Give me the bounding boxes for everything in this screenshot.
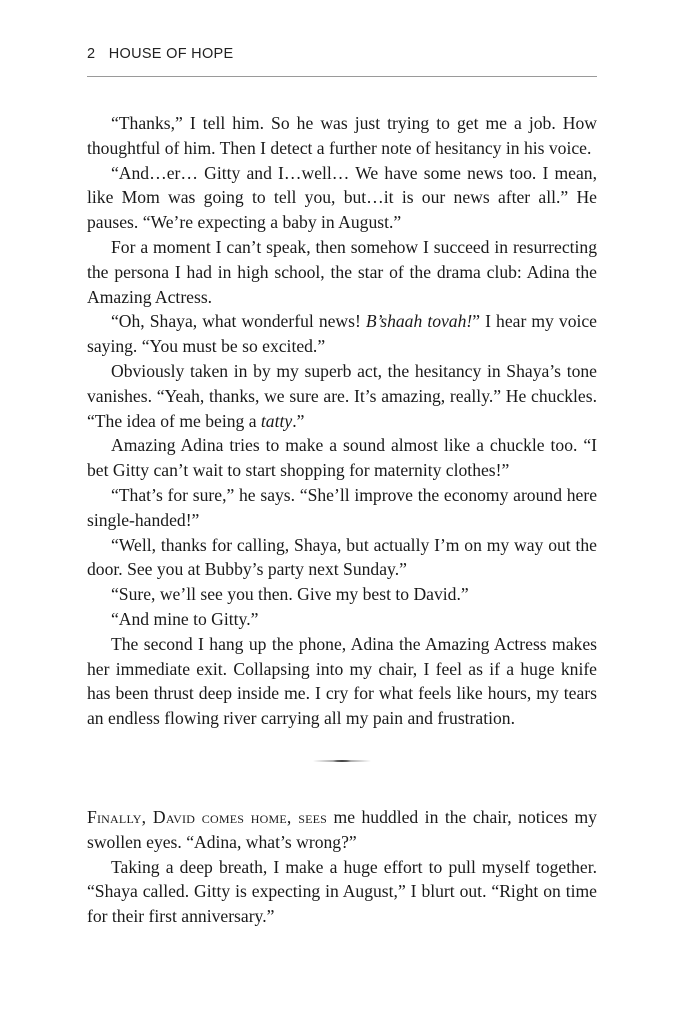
paragraph: “That’s for sure,” he says. “She’ll improve the economy around here single-handed!” <box>87 484 597 530</box>
running-head <box>87 46 233 62</box>
paragraph: Amazing Adina tries to make a sound almost like a chuckle too. “I bet Gitty can’t wait to start shopping for maternity clothes!” <box>87 435 597 481</box>
paragraph: The second I hang up the phone, Adina the Amazing Actress makes her immediate exit. Collapsing into my chair, I feel as if a huge knife has been thrust deep inside me. I cry for what feels like hours, my tears an endless flowing river carrying all my pain and frustration. <box>87 633 597 729</box>
paragraph-text: me huddled in the chair, notices my swollen eyes. “Adina, what’s wrong?” <box>87 806 597 852</box>
paragraph-text: .” <box>292 410 305 431</box>
paragraph: “And mine to Gitty.” <box>111 608 259 629</box>
paragraph-text: ” I hear my voice saying. “You must be so excited.” <box>87 311 597 357</box>
paragraph <box>87 359 597 433</box>
paragraph-text: Obviously taken in by my superb act, the hesitancy in Shaya’s tone vanishes. “Yeah, thanks, we sure are. It’s amazing, really.” He chuckles. “The idea of me being a <box>87 360 597 431</box>
paragraph: Taking a deep breath, I make a huge effort to pull myself together. “Shaya called. Gitty is expecting in August,” I blurt out. “Right on time for their first anniversary.” <box>87 856 597 927</box>
scene-break-ornament <box>313 759 371 763</box>
page-number: 2 <box>87 46 96 62</box>
paragraph: “And…er… Gitty and I…well… We have some news too. I mean, like Mom was going to tell you, but…it is our news after all.” He pauses. “We’re expecting a baby in August.” <box>87 162 597 233</box>
header-rule <box>87 76 597 77</box>
paragraph <box>87 309 597 359</box>
paragraph-text: “Oh, Shaya, what wonderful news! <box>111 311 366 332</box>
scene-break <box>87 731 597 805</box>
paragraph: For a moment I can’t speak, then somehow I succeed in resurrecting the persona I had in high school, the star of the drama club: Adina the Amazing Actress. <box>87 236 597 307</box>
paragraph <box>87 805 597 855</box>
paragraph: “Thanks,” I tell him. So he was just trying to get me a job. How thoughtful of him. Then I detect a further note of hesitancy in his voice. <box>87 113 597 158</box>
italic-word: tatty <box>260 410 293 431</box>
ornament-stroke <box>313 760 371 762</box>
lead-in-smallcaps: Finally, David comes home, sees <box>87 806 328 827</box>
body-text <box>87 111 597 929</box>
paragraph: “Well, thanks for calling, Shaya, but actually I’m on my way out the door. See you at Bubby’s party next Sunday.” <box>87 534 597 580</box>
paragraph: “Sure, we’ll see you then. Give my best to David.” <box>111 584 469 605</box>
book-title: HOUSE OF HOPE <box>108 46 234 62</box>
italic-phrase: B’shaah tovah! <box>365 311 473 332</box>
